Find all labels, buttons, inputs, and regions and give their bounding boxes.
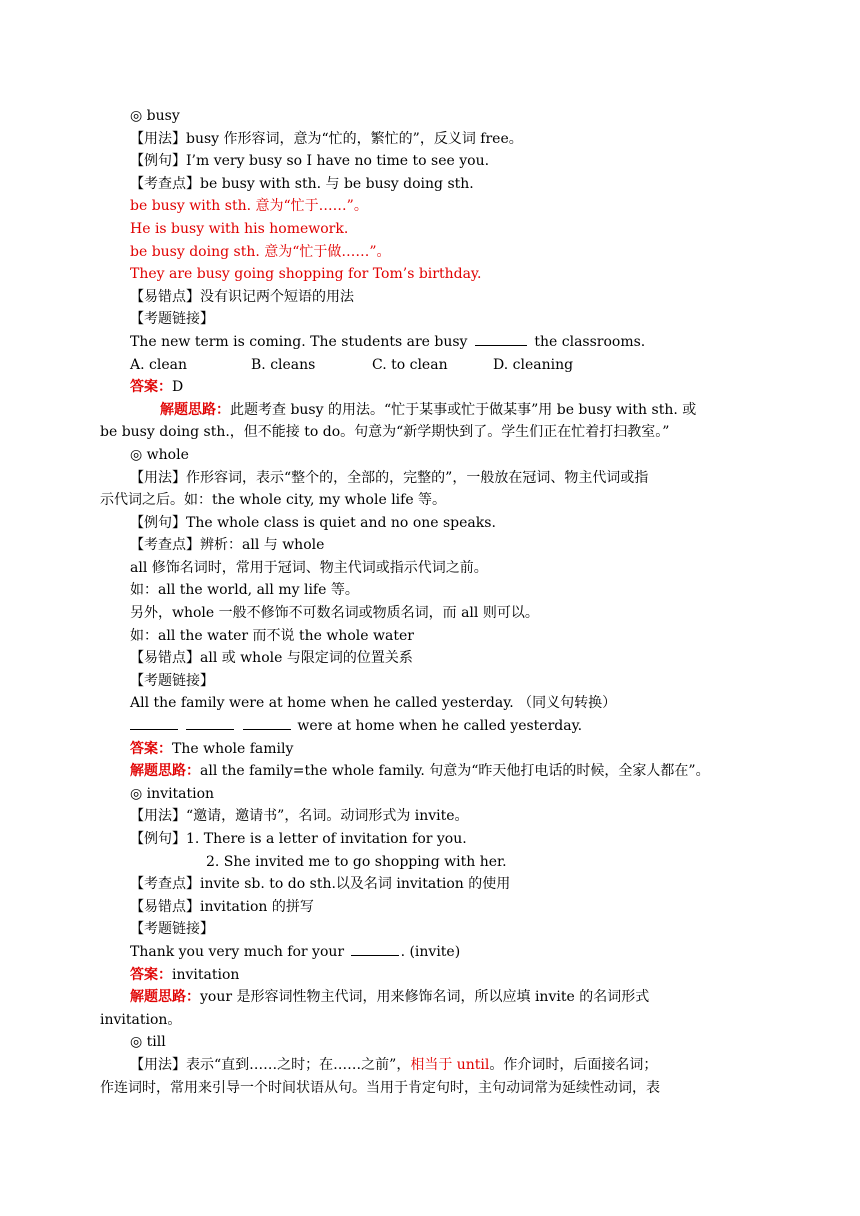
answer-label: 答案： <box>130 966 172 983</box>
question-invitation <box>130 941 736 964</box>
point-whole-detail-3: 另外，whole 一般不修饰不可数名词或物质名词，而 all 则可以。 <box>130 605 539 622</box>
mistake-busy: 【易错点】没有识记两个短语的用法 <box>130 288 354 305</box>
mistake-whole: 【易错点】all 或 whole 与限定词的位置关系 <box>130 650 413 667</box>
entry-heading-invitation: ◎ invitation <box>130 785 215 802</box>
answer-busy <box>130 376 736 399</box>
note-busy-with: be busy with sth. 意为“忙于……”。 <box>130 198 368 215</box>
example-whole: 【例句】The whole class is quiet and no one speaks. <box>130 514 496 531</box>
note-busy-doing-example: They are busy going shopping for Tom’s birthday. <box>130 266 482 283</box>
answer-value: D <box>172 379 184 396</box>
question-busy-text-b: the classrooms. <box>534 333 646 350</box>
answer-blank <box>186 715 234 730</box>
question-whole: All the family were at home when he called yesterday. （同义句转换） <box>130 695 617 712</box>
note-busy-doing: be busy doing sth. 意为“忙于做……”。 <box>130 243 391 260</box>
option-c: C. to clean <box>372 356 448 373</box>
usage-busy: 【用法】busy 作形容词，意为“忙的，繁忙的”，反义词 free。 <box>130 130 523 147</box>
question-invitation-text-b: . (invite) <box>400 943 461 960</box>
option-d: D. cleaning <box>493 356 574 373</box>
point-whole: 【考查点】辨析：all 与 whole <box>130 537 325 554</box>
question-invitation-text-a: Thank you very much for your <box>130 943 345 960</box>
point-whole-detail-2: 如：all the world, all my life 等。 <box>130 582 359 599</box>
note-busy-with-example: He is busy with his homework. <box>130 220 349 237</box>
analysis-text: your 是形容词性物主代词，用来修饰名词，所以应填 invite 的名词形式 <box>200 989 650 1006</box>
usage-whole-2: 示代词之后。如：the whole city, my whole life 等。 <box>100 492 447 509</box>
example-busy: 【例句】I’m very busy so I have no time to see you. <box>130 153 490 170</box>
point-busy: 【考查点】be busy with sth. 与 be busy doing sth. <box>130 175 474 192</box>
link-busy: 【考题链接】 <box>130 311 214 328</box>
analysis-whole <box>130 760 736 783</box>
usage-till-highlight: 相当于 until <box>410 1056 490 1073</box>
example-invitation-2: 2. She invited me to go shopping with her. <box>206 853 507 870</box>
example-invitation-1: 【例句】1. There is a letter of invitation for you. <box>130 831 467 847</box>
document-content <box>100 105 736 1099</box>
usage-till-1 <box>130 1054 736 1077</box>
analysis-busy-2: be busy doing sth.，但不能接 to do。句意为“新学期快到了。学生们正在忙着打扫教室。” <box>100 424 670 441</box>
answer-blank <box>351 941 399 956</box>
link-invitation: 【考题链接】 <box>130 921 214 938</box>
answer-invitation <box>130 964 736 987</box>
options-busy <box>130 354 736 377</box>
analysis-label: 解题思路： <box>130 763 200 780</box>
answer-blank <box>130 715 178 730</box>
analysis-label: 解题思路： <box>160 401 230 418</box>
analysis-text: 此题考查 busy 的用法。“忙于某事或忙于做某事”用 be busy with sth. 或 <box>230 401 697 418</box>
usage-till-text-a: 【用法】表示“直到……之时；在……之前”， <box>130 1056 411 1073</box>
point-whole-detail-4: 如：all the water 而不说 the whole water <box>130 627 414 644</box>
usage-till-text-b: 。作介词时，后面接名词； <box>489 1056 658 1073</box>
analysis-invitation-1 <box>130 986 736 1009</box>
answer-whole <box>130 738 736 761</box>
option-a: A. clean <box>130 356 187 373</box>
usage-till-2: 作连词时，常用来引导一个时间状语从句。当用于肯定句时，主句动词常为延续性动词，表 <box>100 1079 660 1096</box>
point-invitation: 【考查点】invite sb. to do sth.以及名词 invitation 的使用 <box>130 876 511 893</box>
question-whole-text-b: were at home when he called yesterday. <box>297 718 583 735</box>
analysis-label: 解题思路： <box>130 989 200 1006</box>
entry-heading-whole: ◎ whole <box>130 446 189 463</box>
analysis-busy-1 <box>130 399 736 422</box>
link-whole: 【考题链接】 <box>130 672 214 689</box>
usage-invitation: 【用法】“邀请，邀请书”，名词。动词形式为 invite。 <box>130 808 469 825</box>
analysis-invitation-2: invitation。 <box>100 1011 182 1028</box>
answer-label: 答案： <box>130 379 172 396</box>
option-b: B. cleans <box>251 356 316 373</box>
answer-value: The whole family <box>172 740 294 757</box>
entry-heading-till: ◎ till <box>130 1034 166 1051</box>
analysis-text: all the family=the whole family. 句意为“昨天他打电话的时候，全家人都在”。 <box>200 763 710 780</box>
answer-blank <box>243 715 291 730</box>
question-busy <box>130 331 736 354</box>
answer-blank <box>475 331 527 346</box>
answer-value: invitation <box>172 966 240 983</box>
question-whole-blanks <box>130 715 736 738</box>
mistake-invitation: 【易错点】invitation 的拼写 <box>130 898 314 915</box>
answer-label: 答案： <box>130 740 172 757</box>
usage-whole-1: 【用法】作形容词，表示“整个的，全部的，完整的”，一般放在冠词、物主代词或指 <box>130 469 649 486</box>
point-whole-detail-1: all 修饰名词时，常用于冠词、物主代词或指示代词之前。 <box>130 559 488 576</box>
question-busy-text-a: The new term is coming. The students are busy <box>130 333 468 350</box>
entry-heading-busy: ◎ busy <box>130 108 180 124</box>
